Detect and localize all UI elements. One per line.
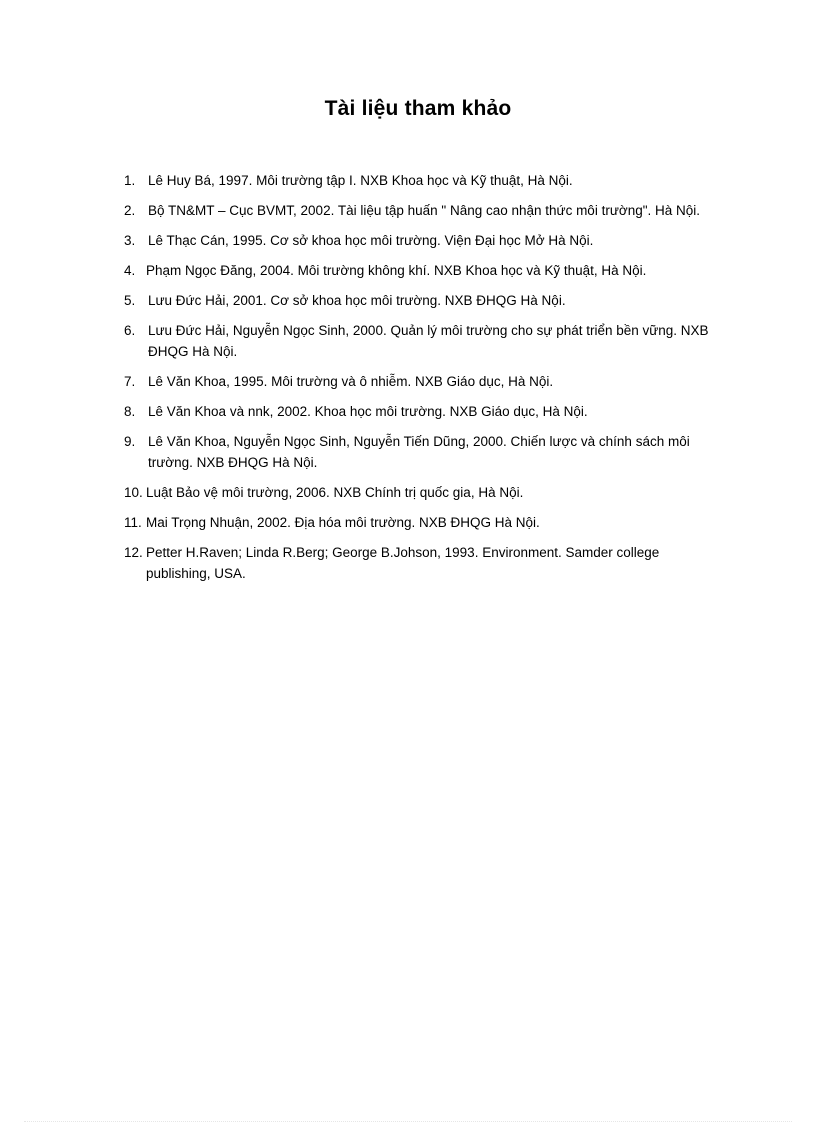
reference-text: Lê Văn Khoa và nnk, 2002. Khoa học môi trường. NXB Giáo dục, Hà Nội. [148,404,588,419]
reference-item [124,170,724,191]
reference-item [124,482,724,503]
reference-text: Lưu Đức Hải, Nguyễn Ngọc Sinh, 2000. Quản lý môi trường cho sự phát triển bền vững. NXB ĐHQG Hà Nội. [148,323,709,359]
reference-number: 8. [124,404,136,419]
reference-list [124,170,724,593]
reference-number: 9. [124,434,136,449]
reference-number: 7. [124,374,136,389]
reference-number: 4. [124,263,136,278]
page-title: Tài liệu tham khảo [324,97,512,120]
reference-item [124,260,724,281]
reference-number: 12. [124,545,143,560]
reference-item [124,371,724,392]
reference-number: 1. [124,173,136,188]
reference-number: 2. [124,203,136,218]
reference-text: Bộ TN&MT – Cục BVMT, 2002. Tài liệu tập huấn " Nâng cao nhận thức môi trường". Hà Nội. [148,203,701,218]
reference-text: Lê Thạc Cán, 1995. Cơ sở khoa học môi trường. Viện Đại học Mở Hà Nội. [148,233,594,248]
reference-text: Lê Văn Khoa, Nguyễn Ngọc Sinh, Nguyễn Tiến Dũng, 2000. Chiến lược và chính sách môi trường. NXB ĐHQG Hà Nội. [148,434,690,470]
reference-item [124,512,724,533]
reference-number: 10. [124,485,143,500]
reference-number: 6. [124,323,136,338]
reference-item [124,230,724,251]
reference-text: Luật Bảo vệ môi trường, 2006. NXB Chính trị quốc gia, Hà Nội. [146,485,524,500]
reference-item [124,401,724,422]
reference-item [124,431,724,473]
page-bottom-divider [24,1121,792,1122]
reference-text: Phạm Ngọc Đăng, 2004. Môi trường không khí. NXB Khoa học và Kỹ thuật, Hà Nội. [146,263,647,278]
reference-number: 3. [124,233,136,248]
reference-item [124,320,724,362]
reference-item [124,290,724,311]
reference-text: Lê Văn Khoa, 1995. Môi trường và ô nhiễm. NXB Giáo dục, Hà Nội. [148,374,554,389]
reference-item [124,542,724,584]
reference-text: Lê Huy Bá, 1997. Môi trường tập I. NXB Khoa học và Kỹ thuật, Hà Nội. [148,173,573,188]
reference-text: Mai Trọng Nhuận, 2002. Địa hóa môi trường. NXB ĐHQG Hà Nội. [146,515,540,530]
reference-item [124,200,724,221]
reference-text: Petter H.Raven; Linda R.Berg; George B.Johson, 1993. Environment. Samder college publishing, USA. [146,545,660,581]
reference-text: Lưu Đức Hải, 2001. Cơ sở khoa học môi trường. NXB ĐHQG Hà Nội. [148,293,566,308]
reference-number: 5. [124,293,136,308]
reference-number: 11. [124,515,142,530]
